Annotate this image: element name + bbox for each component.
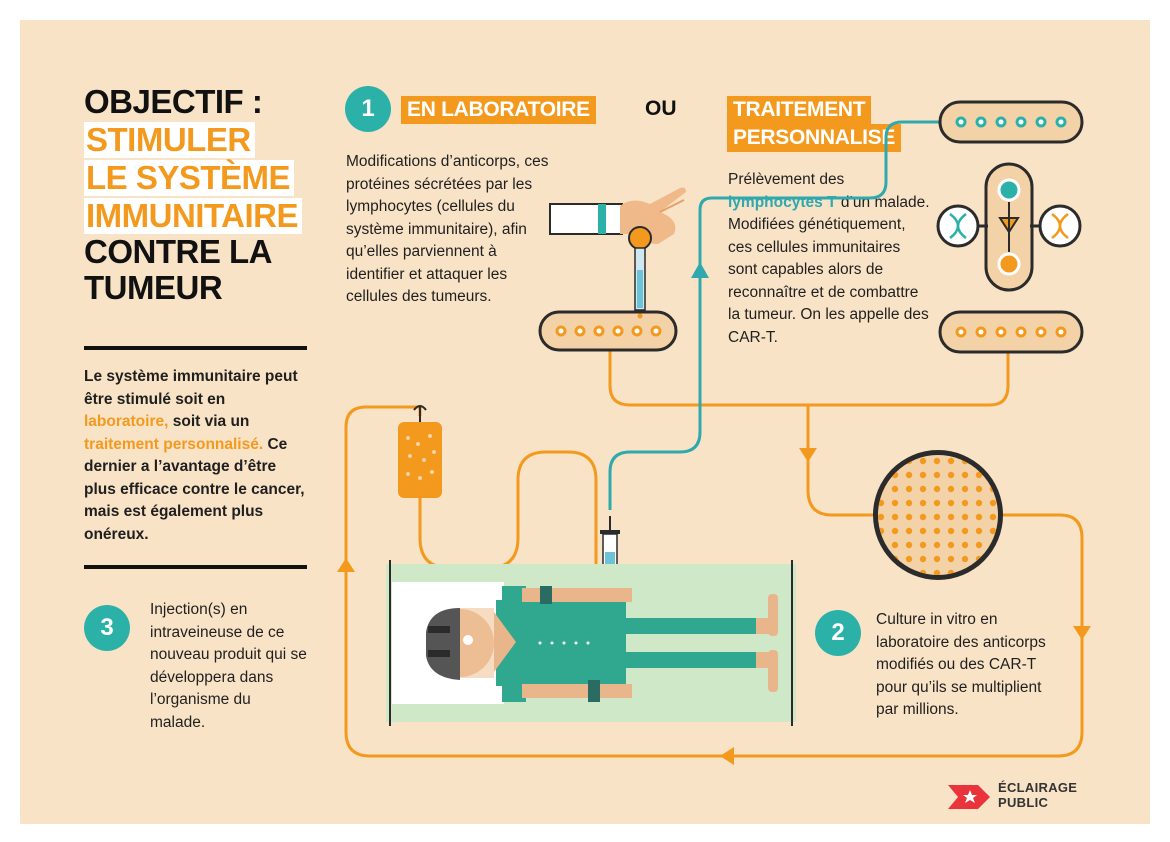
page-title [84,84,324,306]
intro-laboratoire: laboratoire, [84,413,169,430]
syringe-icon [600,516,620,596]
ou-label: OU [645,97,677,120]
intro-part-3: Ce dernier a l’avantage d’être plus efficace contre le cancer, mais est également plus onéreux. [84,435,305,543]
intro-part-1: Le système immunitaire peut être stimulé soit en [84,368,298,408]
arrow-up [337,558,355,572]
pipette-icon [629,227,651,319]
perso-text-1: Prélèvement des [728,171,845,188]
step-1-badge: 1 [345,86,391,132]
iv-bag-icon [398,406,596,600]
perso-text-2: d’un malade. Modifiées génétiquement, ces cellules immunitaires sont capables alors de reconnaître et de combattre la tumeur. On les appelle des CAR-T. [728,193,930,346]
title-line-5: CONTRE LA [84,233,272,270]
step-2-badge: 2 [815,610,861,656]
petri-dish-icon [873,450,1003,580]
perso-description [728,169,932,349]
intro-part-2: soit via un [172,413,250,430]
logo [948,778,1098,818]
logo-star-icon [948,782,992,812]
tcell-tray-top [940,102,1082,142]
antibody-tray-icon [540,312,676,350]
intro-paragraph [84,366,306,546]
tag-traitement: TRAITEMENT [727,96,871,124]
perso-lymphocytes: lymphocytes T [728,193,837,211]
title-highlight-1: STIMULER [84,122,255,158]
arrow-up-teal [691,262,709,278]
title-line-6: TUMEUR [84,269,223,306]
step-3-text: Injection(s) en intraveineuse de ce nouveau produit qui se développera dans l’organisme du malade. [150,601,307,731]
title-highlight-3: IMMUNITAIRE [84,198,302,234]
divider-bottom [84,565,307,569]
intro-traitement: traitement personnalisé. [84,435,264,453]
step-2-text: Culture in vitro en laboratoire des anticorps modifiés ou des CAR-T pour qu’ils se multiplient par millions. [876,611,1046,718]
hand-icon [550,188,686,245]
arrow-left [720,747,734,765]
lab-description: Modifications d’anticorps, ces protéines sécrétées par les lymphocytes (cellules du système immunitaire), afin qu’elles parviennent à identifier et attaquer les cellules des tumeurs. [346,153,549,305]
modification-capsule [978,164,1040,290]
tag-personnalise: PERSONNALISÉ [727,124,901,152]
tcell-tray-bottom [940,312,1082,352]
dna-icon [938,206,1080,246]
logo-text-2: PUBLIC [998,795,1049,810]
divider-top [84,346,307,350]
arrow-down-1 [799,448,817,462]
step-3-badge: 3 [84,605,130,651]
tag-en-laboratoire: EN LABORATOIRE [401,96,596,124]
arrow-down-2 [1073,626,1091,640]
patient-icon [386,560,796,726]
title-highlight-2: LE SYSTÈME [84,160,294,196]
logo-text-1: ÉCLAIRAGE [998,780,1078,795]
infographic-card [20,20,1150,824]
title-line-1: OBJECTIF : [84,83,263,120]
